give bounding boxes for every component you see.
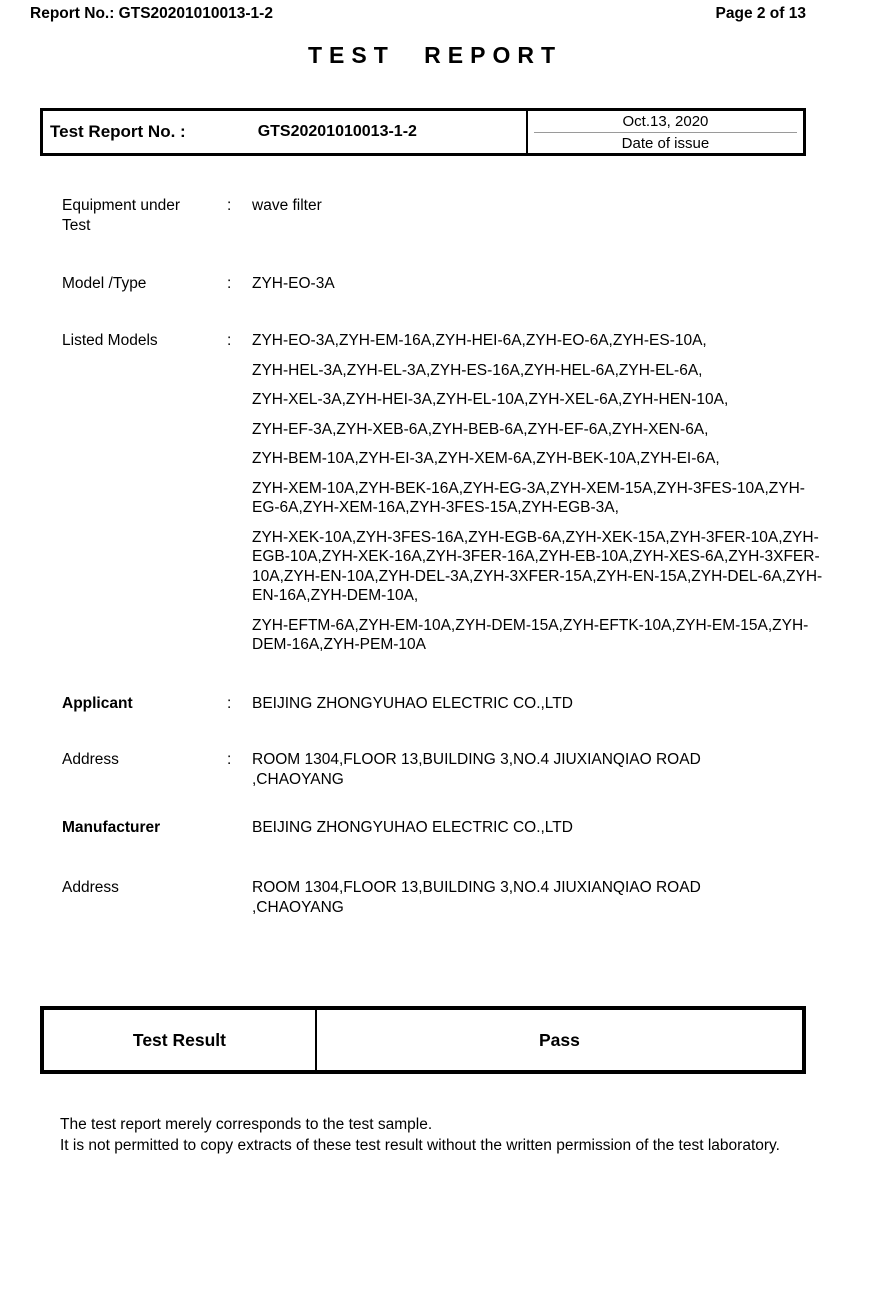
field-row-applicant-address <box>62 750 834 789</box>
issue-date: Oct.13, 2020 <box>534 111 797 133</box>
field-row-listed-models <box>62 331 834 655</box>
field-value: ZYH-EO-3A <box>252 275 335 292</box>
field-row-applicant <box>62 694 834 714</box>
listed-models-value <box>252 331 832 655</box>
disclaimer-line1: The test report merely corresponds to the test sample. <box>60 1116 433 1133</box>
test-result-value: Pass <box>539 1029 580 1050</box>
test-result-table <box>40 1006 806 1074</box>
field-colon: : <box>227 197 232 214</box>
listed-models-paragraph: ZYH-EO-3A,ZYH-EM-16A,ZYH-HEI-6A,ZYH-EO-6A,ZYH-ES-10A, <box>252 332 707 349</box>
field-value: ROOM 1304,FLOOR 13,BUILDING 3,NO.4 JIUXIANQIAO ROAD ,CHAOYANG <box>252 879 701 916</box>
field-label: Applicant <box>62 695 133 712</box>
field-colon: : <box>227 751 232 768</box>
report-number-value: GTS20201010013-1-2 <box>257 123 417 140</box>
listed-models-paragraph: ZYH-EF-3A,ZYH-XEB-6A,ZYH-BEB-6A,ZYH-EF-6A,ZYH-XEN-6A, <box>252 420 709 438</box>
date-of-issue-cell <box>528 111 803 153</box>
listed-models-paragraph: ZYH-EFTM-6A,ZYH-EM-10A,ZYH-DEM-15A,ZYH-EFTK-10A,ZYH-EM-15A,ZYH-DEM-16A,ZYH-PEM-10A <box>252 616 809 653</box>
field-label: Model /Type <box>62 275 147 292</box>
header-report-no: Report No.: GTS20201010013-1-2 <box>30 5 273 22</box>
listed-models-paragraph: ZYH-HEL-3A,ZYH-EL-3A,ZYH-ES-16A,ZYH-HEL-6A,ZYH-EL-6A, <box>252 361 703 379</box>
field-row-model <box>62 274 834 294</box>
field-colon: : <box>227 332 232 349</box>
disclaimer-line2: It is not permitted to copy extracts of these test result without the written permission of the test laboratory. <box>60 1137 780 1154</box>
listed-models-paragraph: ZYH-XEL-3A,ZYH-HEI-3A,ZYH-EL-10A,ZYH-XEL-6A,ZYH-HEN-10A, <box>252 391 729 408</box>
test-result-label: Test Result <box>44 1010 317 1070</box>
header-page-indicator: Page 2 of 13 <box>715 5 806 22</box>
field-colon: : <box>227 695 232 712</box>
page-title: TEST REPORT <box>307 42 562 68</box>
field-colon: : <box>227 275 232 292</box>
listed-models-paragraph: ZYH-BEM-10A,ZYH-EI-3A,ZYH-XEM-6A,ZYH-BEK-10A,ZYH-EI-6A, <box>252 450 720 467</box>
report-number-label: Test Report No. : <box>50 122 186 141</box>
field-row-equipment <box>62 196 834 235</box>
disclaimer <box>60 1114 832 1156</box>
field-label: Address <box>62 751 119 768</box>
field-value: BEIJING ZHONGYUHAO ELECTRIC CO.,LTD <box>252 819 573 836</box>
listed-models-paragraph: ZYH-XEM-10A,ZYH-BEK-16A,ZYH-EG-3A,ZYH-XEM-15A,ZYH-3FES-10A,ZYH-EG-6A,ZYH-XEM-16A,ZYH-3FES-15A,ZYH-EGB-3A, <box>252 479 805 516</box>
field-value: BEIJING ZHONGYUHAO ELECTRIC CO.,LTD <box>252 695 573 712</box>
running-header <box>30 4 806 23</box>
field-value: wave filter <box>252 197 322 214</box>
field-value: ROOM 1304,FLOOR 13,BUILDING 3,NO.4 JIUXIANQIAO ROAD ,CHAOYANG <box>252 751 701 788</box>
field-label: Manufacturer <box>62 819 161 836</box>
field-row-manufacturer <box>62 818 834 838</box>
listed-models-paragraph: ZYH-XEK-10A,ZYH-3FES-16A,ZYH-EGB-6A,ZYH-XEK-15A,ZYH-3FER-10A,ZYH-EGB-10A,ZYH-XEK-16A,ZYH-3FER-16A,ZYH-EB-10A,ZYH-XES-6A,ZYH-3XFER-10A,ZYH-EN-10A,ZYH-DEL-3A,ZYH-3XFER-15A,ZYH-EN-15A,ZYH-DEL-6A,ZYH-EN-16A,ZYH-DEM-10A, <box>252 528 823 604</box>
issue-date-label: Date of issue <box>621 134 710 152</box>
report-number-table <box>40 108 806 156</box>
field-label: Address <box>62 879 119 896</box>
field-row-manufacturer-address <box>62 878 834 917</box>
field-label: Equipment under Test <box>62 197 181 234</box>
field-label: Listed Models <box>62 332 158 349</box>
report-number-cell <box>43 111 528 153</box>
